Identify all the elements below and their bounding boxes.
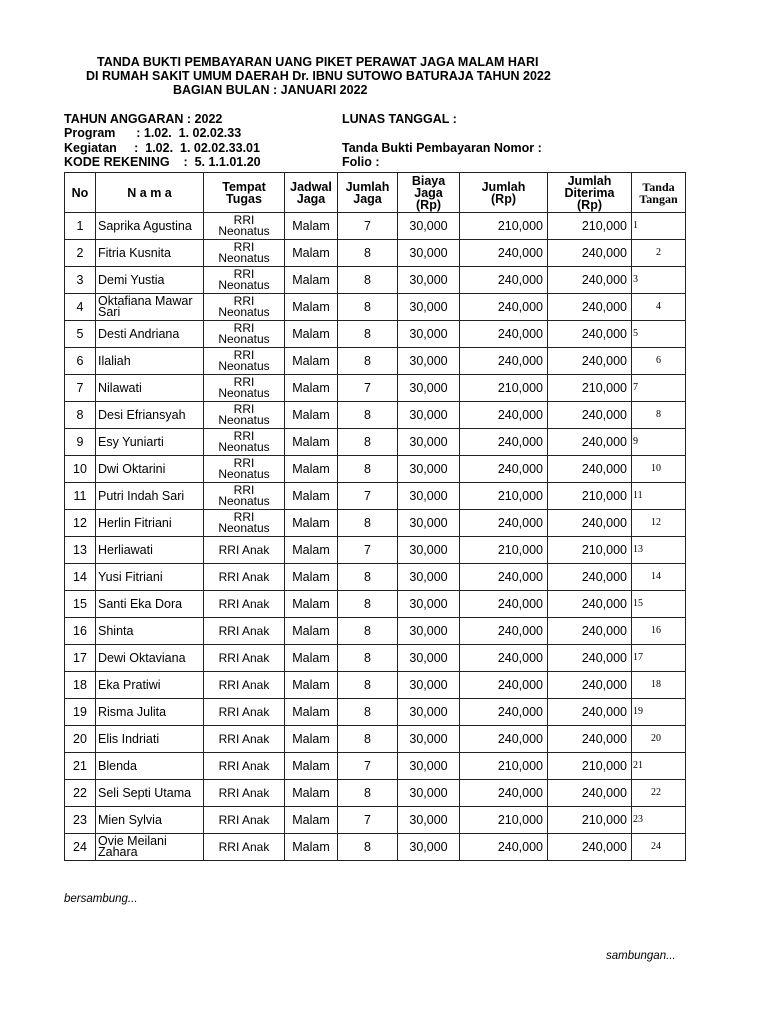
cell-jadwal: Malam (285, 267, 338, 294)
table-row (65, 834, 686, 861)
cell-diterima: 240,000 (548, 510, 632, 537)
cell-tanda-tangan: 3 (632, 267, 686, 294)
cell-jadwal: Malam (285, 753, 338, 780)
cell-jumlah-jaga: 7 (338, 213, 398, 240)
cell-diterima: 240,000 (548, 267, 632, 294)
table-row (65, 402, 686, 429)
cell-jadwal: Malam (285, 429, 338, 456)
cell-jadwal: Malam (285, 321, 338, 348)
cell-tempat: RRI Neonatus (204, 483, 285, 510)
lunas-tanggal: LUNAS TANGGAL : (342, 112, 457, 126)
cell-jadwal: Malam (285, 780, 338, 807)
cell-tempat: RRI Neonatus (204, 213, 285, 240)
kegiatan: Kegiatan : 1.02. 1. 02.02.33.01 (64, 141, 260, 155)
cell-jumlah: 240,000 (460, 834, 548, 861)
cell-nama: Ovie Meilani Zahara (96, 834, 204, 861)
table-row (65, 726, 686, 753)
cell-jumlah-jaga: 8 (338, 348, 398, 375)
header-tempat: Tempat Tugas (204, 173, 285, 213)
cell-tanda-tangan: 1 (632, 213, 686, 240)
header-jumlah-jaga: Jumlah Jaga (338, 173, 398, 213)
cell-diterima: 210,000 (548, 537, 632, 564)
cell-no: 14 (65, 564, 96, 591)
cell-no: 3 (65, 267, 96, 294)
cell-no: 22 (65, 780, 96, 807)
header-jumlah: Jumlah (Rp) (460, 173, 548, 213)
cell-biaya: 30,000 (398, 672, 460, 699)
cell-jadwal: Malam (285, 564, 338, 591)
cell-tanda-tangan: 14 (632, 564, 686, 591)
cell-tanda-tangan: 16 (632, 618, 686, 645)
cell-no: 11 (65, 483, 96, 510)
cell-biaya: 30,000 (398, 213, 460, 240)
cell-no: 4 (65, 294, 96, 321)
cell-jumlah-jaga: 8 (338, 564, 398, 591)
cell-jumlah: 240,000 (460, 510, 548, 537)
cell-tanda-tangan: 6 (632, 348, 686, 375)
cell-tempat: RRI Neonatus (204, 456, 285, 483)
cell-biaya: 30,000 (398, 537, 460, 564)
cell-jadwal: Malam (285, 699, 338, 726)
cell-tanda-tangan: 24 (632, 834, 686, 861)
header-diterima: Jumlah Diterima (Rp) (548, 173, 632, 213)
cell-jumlah: 240,000 (460, 429, 548, 456)
cell-diterima: 240,000 (548, 780, 632, 807)
cell-nama: Santi Eka Dora (96, 591, 204, 618)
cell-tanda-tangan: 2 (632, 240, 686, 267)
cell-nama: Fitria Kusnita (96, 240, 204, 267)
table-row (65, 321, 686, 348)
cell-biaya: 30,000 (398, 321, 460, 348)
cell-diterima: 240,000 (548, 429, 632, 456)
cell-jadwal: Malam (285, 402, 338, 429)
cell-jumlah: 240,000 (460, 267, 548, 294)
cell-jadwal: Malam (285, 834, 338, 861)
cell-nama: Seli Septi Utama (96, 780, 204, 807)
cell-jumlah: 240,000 (460, 699, 548, 726)
cell-tempat: RRI Anak (204, 807, 285, 834)
cell-jumlah: 210,000 (460, 213, 548, 240)
cell-jumlah: 210,000 (460, 753, 548, 780)
table-row (65, 645, 686, 672)
cell-jadwal: Malam (285, 591, 338, 618)
cell-tanda-tangan: 17 (632, 645, 686, 672)
cell-biaya: 30,000 (398, 375, 460, 402)
cell-jumlah-jaga: 7 (338, 807, 398, 834)
cell-biaya: 30,000 (398, 456, 460, 483)
table-row (65, 240, 686, 267)
cell-no: 20 (65, 726, 96, 753)
table-row (65, 456, 686, 483)
table-row (65, 213, 686, 240)
program: Program : 1.02. 1. 02.02.33 (64, 126, 242, 140)
table-row (65, 699, 686, 726)
cell-diterima: 240,000 (548, 348, 632, 375)
cell-jumlah-jaga: 8 (338, 321, 398, 348)
table-row (65, 618, 686, 645)
cell-jumlah-jaga: 8 (338, 456, 398, 483)
cell-jadwal: Malam (285, 213, 338, 240)
cell-no: 12 (65, 510, 96, 537)
cell-nama: Shinta (96, 618, 204, 645)
table-row (65, 591, 686, 618)
table-row (65, 348, 686, 375)
cell-tanda-tangan: 20 (632, 726, 686, 753)
cell-tempat: RRI Neonatus (204, 375, 285, 402)
table-row (65, 780, 686, 807)
cell-jumlah-jaga: 8 (338, 834, 398, 861)
cell-biaya: 30,000 (398, 645, 460, 672)
table-row (65, 672, 686, 699)
cell-jadwal: Malam (285, 456, 338, 483)
header-no: No (65, 173, 96, 213)
cell-diterima: 240,000 (548, 591, 632, 618)
cell-nama: Elis Indriati (96, 726, 204, 753)
cell-tanda-tangan: 22 (632, 780, 686, 807)
nomor-bukti: Tanda Bukti Pembayaran Nomor : (342, 141, 542, 155)
cell-jumlah: 240,000 (460, 294, 548, 321)
cell-nama: Mien Sylvia (96, 807, 204, 834)
cell-jumlah: 240,000 (460, 402, 548, 429)
cell-tanda-tangan: 11 (632, 483, 686, 510)
sambungan-note: sambungan... (606, 950, 676, 962)
cell-nama: Nilawati (96, 375, 204, 402)
cell-nama: Yusi Fitriani (96, 564, 204, 591)
cell-nama: Putri Indah Sari (96, 483, 204, 510)
cell-nama: Herlin Fitriani (96, 510, 204, 537)
cell-jadwal: Malam (285, 537, 338, 564)
table-row (65, 564, 686, 591)
cell-diterima: 240,000 (548, 672, 632, 699)
cell-tempat: RRI Anak (204, 672, 285, 699)
cell-jumlah: 240,000 (460, 321, 548, 348)
cell-diterima: 210,000 (548, 375, 632, 402)
cell-tanda-tangan: 21 (632, 753, 686, 780)
cell-diterima: 240,000 (548, 834, 632, 861)
table-row (65, 483, 686, 510)
cell-nama: Eka Pratiwi (96, 672, 204, 699)
cell-jumlah: 240,000 (460, 645, 548, 672)
cell-jumlah-jaga: 8 (338, 267, 398, 294)
cell-jumlah-jaga: 7 (338, 537, 398, 564)
cell-biaya: 30,000 (398, 564, 460, 591)
cell-nama: Esy Yuniarti (96, 429, 204, 456)
cell-tempat: RRI Anak (204, 537, 285, 564)
cell-jumlah: 210,000 (460, 375, 548, 402)
cell-no: 7 (65, 375, 96, 402)
cell-nama: Dwi Oktarini (96, 456, 204, 483)
cell-tempat: RRI Neonatus (204, 402, 285, 429)
cell-tanda-tangan: 10 (632, 456, 686, 483)
cell-jumlah: 240,000 (460, 726, 548, 753)
cell-diterima: 210,000 (548, 807, 632, 834)
cell-jumlah: 240,000 (460, 618, 548, 645)
cell-jumlah-jaga: 8 (338, 240, 398, 267)
cell-nama: Blenda (96, 753, 204, 780)
cell-jumlah: 240,000 (460, 591, 548, 618)
cell-jadwal: Malam (285, 510, 338, 537)
cell-tempat: RRI Neonatus (204, 294, 285, 321)
cell-tempat: RRI Anak (204, 699, 285, 726)
cell-jadwal: Malam (285, 348, 338, 375)
cell-biaya: 30,000 (398, 483, 460, 510)
cell-tanda-tangan: 9 (632, 429, 686, 456)
cell-jadwal: Malam (285, 618, 338, 645)
cell-jumlah: 240,000 (460, 564, 548, 591)
cell-tanda-tangan: 19 (632, 699, 686, 726)
cell-nama: Ilaliah (96, 348, 204, 375)
tahun-anggaran: TAHUN ANGGARAN : 2022 (64, 112, 223, 126)
cell-jumlah: 240,000 (460, 240, 548, 267)
cell-diterima: 210,000 (548, 753, 632, 780)
cell-diterima: 240,000 (548, 294, 632, 321)
cell-jumlah-jaga: 7 (338, 375, 398, 402)
cell-biaya: 30,000 (398, 618, 460, 645)
title-line-1: TANDA BUKTI PEMBAYARAN UANG PIKET PERAWAT JAGA MALAM HARI (97, 55, 539, 69)
cell-jumlah-jaga: 8 (338, 510, 398, 537)
cell-biaya: 30,000 (398, 834, 460, 861)
table-row (65, 267, 686, 294)
cell-diterima: 240,000 (548, 240, 632, 267)
cell-nama: Risma Julita (96, 699, 204, 726)
table-row (65, 510, 686, 537)
cell-tanda-tangan: 13 (632, 537, 686, 564)
cell-nama: Oktafiana Mawar Sari (96, 294, 204, 321)
cell-diterima: 240,000 (548, 726, 632, 753)
cell-tempat: RRI Anak (204, 645, 285, 672)
cell-jumlah-jaga: 8 (338, 618, 398, 645)
header-row (65, 173, 686, 213)
cell-no: 2 (65, 240, 96, 267)
cell-tempat: RRI Anak (204, 753, 285, 780)
cell-tempat: RRI Anak (204, 726, 285, 753)
cell-tempat: RRI Anak (204, 564, 285, 591)
cell-tempat: RRI Neonatus (204, 348, 285, 375)
cell-tanda-tangan: 18 (632, 672, 686, 699)
folio: Folio : (342, 155, 380, 169)
cell-tempat: RRI Neonatus (204, 321, 285, 348)
cell-no: 19 (65, 699, 96, 726)
header-tanda-tangan: Tanda Tangan (632, 173, 686, 213)
cell-jadwal: Malam (285, 672, 338, 699)
cell-no: 21 (65, 753, 96, 780)
cell-jadwal: Malam (285, 807, 338, 834)
table-row (65, 429, 686, 456)
cell-biaya: 30,000 (398, 699, 460, 726)
cell-tempat: RRI Anak (204, 834, 285, 861)
cell-no: 1 (65, 213, 96, 240)
cell-jumlah: 210,000 (460, 807, 548, 834)
cell-biaya: 30,000 (398, 807, 460, 834)
table-row (65, 375, 686, 402)
cell-no: 5 (65, 321, 96, 348)
cell-nama: Desti Andriana (96, 321, 204, 348)
cell-jumlah-jaga: 8 (338, 591, 398, 618)
cell-biaya: 30,000 (398, 780, 460, 807)
cell-tanda-tangan: 23 (632, 807, 686, 834)
cell-jumlah: 240,000 (460, 348, 548, 375)
payment-table (64, 172, 686, 861)
cell-biaya: 30,000 (398, 753, 460, 780)
cell-no: 23 (65, 807, 96, 834)
cell-no: 24 (65, 834, 96, 861)
table-row (65, 537, 686, 564)
cell-diterima: 240,000 (548, 618, 632, 645)
cell-jumlah-jaga: 7 (338, 483, 398, 510)
cell-jumlah-jaga: 8 (338, 294, 398, 321)
cell-biaya: 30,000 (398, 267, 460, 294)
cell-no: 15 (65, 591, 96, 618)
cell-tempat: RRI Neonatus (204, 510, 285, 537)
cell-diterima: 240,000 (548, 699, 632, 726)
cell-jumlah-jaga: 8 (338, 645, 398, 672)
header-nama: N a m a (96, 173, 204, 213)
cell-tanda-tangan: 15 (632, 591, 686, 618)
header-biaya: Biaya Jaga (Rp) (398, 173, 460, 213)
cell-no: 13 (65, 537, 96, 564)
cell-jumlah: 210,000 (460, 483, 548, 510)
cell-jumlah-jaga: 8 (338, 699, 398, 726)
cell-biaya: 30,000 (398, 402, 460, 429)
cell-tanda-tangan: 5 (632, 321, 686, 348)
cell-jumlah-jaga: 8 (338, 726, 398, 753)
cell-no: 8 (65, 402, 96, 429)
cell-diterima: 240,000 (548, 402, 632, 429)
cell-jadwal: Malam (285, 645, 338, 672)
cell-jumlah: 240,000 (460, 672, 548, 699)
cell-biaya: 30,000 (398, 240, 460, 267)
cell-biaya: 30,000 (398, 726, 460, 753)
cell-jadwal: Malam (285, 240, 338, 267)
cell-jumlah-jaga: 8 (338, 780, 398, 807)
cell-jumlah: 210,000 (460, 537, 548, 564)
cell-tempat: RRI Anak (204, 780, 285, 807)
cell-no: 18 (65, 672, 96, 699)
cell-tanda-tangan: 12 (632, 510, 686, 537)
title-line-2: DI RUMAH SAKIT UMUM DAERAH Dr. IBNU SUTOWO BATURAJA TAHUN 2022 (86, 69, 551, 83)
cell-tanda-tangan: 4 (632, 294, 686, 321)
cell-tempat: RRI Neonatus (204, 429, 285, 456)
table-row (65, 294, 686, 321)
table-row (65, 753, 686, 780)
cell-tempat: RRI Neonatus (204, 267, 285, 294)
cell-biaya: 30,000 (398, 429, 460, 456)
bersambung-note: bersambung... (64, 893, 138, 905)
header-jadwal: Jadwal Jaga (285, 173, 338, 213)
kode-rekening: KODE REKENING : 5. 1.1.01.20 (64, 155, 261, 169)
cell-diterima: 240,000 (548, 456, 632, 483)
cell-diterima: 240,000 (548, 645, 632, 672)
cell-jumlah-jaga: 7 (338, 753, 398, 780)
cell-diterima: 240,000 (548, 564, 632, 591)
cell-jumlah: 240,000 (460, 456, 548, 483)
cell-biaya: 30,000 (398, 294, 460, 321)
cell-diterima: 210,000 (548, 483, 632, 510)
cell-jadwal: Malam (285, 294, 338, 321)
cell-jadwal: Malam (285, 726, 338, 753)
cell-no: 17 (65, 645, 96, 672)
cell-diterima: 240,000 (548, 321, 632, 348)
cell-jadwal: Malam (285, 483, 338, 510)
table-row (65, 807, 686, 834)
cell-tempat: RRI Neonatus (204, 240, 285, 267)
cell-diterima: 210,000 (548, 213, 632, 240)
cell-no: 16 (65, 618, 96, 645)
cell-nama: Demi Yustia (96, 267, 204, 294)
title-line-3: BAGIAN BULAN : JANUARI 2022 (173, 83, 368, 97)
cell-tempat: RRI Anak (204, 618, 285, 645)
cell-nama: Herliawati (96, 537, 204, 564)
cell-tanda-tangan: 7 (632, 375, 686, 402)
cell-no: 10 (65, 456, 96, 483)
cell-nama: Desi Efriansyah (96, 402, 204, 429)
cell-tanda-tangan: 8 (632, 402, 686, 429)
cell-jadwal: Malam (285, 375, 338, 402)
cell-tempat: RRI Anak (204, 591, 285, 618)
cell-biaya: 30,000 (398, 591, 460, 618)
cell-nama: Dewi Oktaviana (96, 645, 204, 672)
cell-jumlah: 240,000 (460, 780, 548, 807)
cell-jumlah-jaga: 8 (338, 672, 398, 699)
cell-nama: Saprika Agustina (96, 213, 204, 240)
cell-jumlah-jaga: 8 (338, 402, 398, 429)
cell-biaya: 30,000 (398, 510, 460, 537)
cell-jumlah-jaga: 8 (338, 429, 398, 456)
cell-no: 9 (65, 429, 96, 456)
cell-biaya: 30,000 (398, 348, 460, 375)
cell-no: 6 (65, 348, 96, 375)
